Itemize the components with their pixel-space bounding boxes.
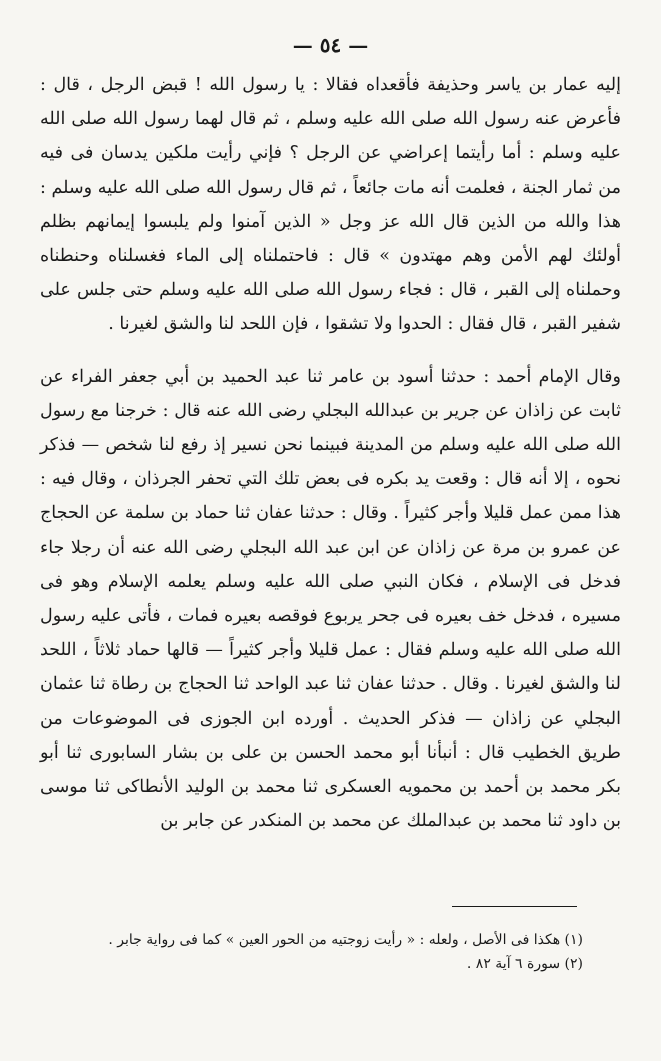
footnote-2: (٢) سورة ٦ آية ٨٢ .	[466, 956, 583, 972]
footnotes	[40, 928, 583, 976]
page-number: — ٥٤ —	[292, 33, 369, 57]
footnote-divider	[452, 906, 577, 907]
paragraph-1: إليه عمار بن ياسر وحذيفة فأقعداه فقالا : يا رسول الله ! قبض الرجل ، قال : فأعرض عنه رسول الله صلى الله عليه وسلم ، ثم قال لهما رسول الله صلى الله عليه وسلم : أما رأيتما إعراضي عن الرجل ؟ فإني رأيت ملكين يدسان فى فيه من ثمار الجنة ، فعلمت أنه مات جائعاً ، ثم قال رسول الله صلى الله عليه وسلم : هذا والله من الذين قال الله عز وجل « الذين آمنوا ولم يلبسوا إيمانهم بظلم أولئك لهم الأمن وهم مهتدون » قال : فاحتملناه إلى الماء فغسلناه وحنطناه وحملناه إلى القبر ، قال : فجاء رسول الله صلى الله عليه وسلم حتى جلس على شفير القبر ، قال فقال : الحدوا ولا تشقوا ، فإن اللحد لنا والشق لغيرنا .	[40, 75, 621, 335]
main-text	[40, 68, 621, 838]
paragraph-2: وقال الإمام أحمد : حدثنا أسود بن عامر ثنا عبد الحميد بن أبي جعفر الفراء عن ثابت عن زاذان عن جرير بن عبدالله البجلي رضى الله عنه قال : خرجنا مع رسول الله صلى الله عليه وسلم من المدينة فبينما نحن نسير إذ رفع لنا شخص — فذكر نحوه ، إلا أنه قال : وقعت يد بكره فى بعض تلك التي تحفر الجرذان ، وقال فيه : هذا ممن عمل قليلا وأجر كثيراً . وقال : حدثنا عفان ثنا حماد بن سلمة عن الحجاج عن عمرو بن مرة عن زاذان عن ابن عبد الله البجلي رضى الله عنه أن رجلا جاء فدخل فى الإسلام ، فكان النبي صلى الله عليه وسلم يعلمه الإسلام وهو فى مسيره ، فدخل خف بعيره فى جحر يربوع فوقصه بعيره فمات ، فأتى عليه رسول الله صلى الله عليه وسلم فقال : عمل قليلا وأجر كثيراً — قالها حماد ثلاثاً ، اللحد لنا والشق لغيرنا . وقال . حدثنا عفان ثنا عبد الواحد ثنا الحجاج بن رطاة ثنا عثمان البجلي عن زاذان — فذكر الحديث . أورده ابن الجوزى فى الموضوعات من طريق الخطيب قال : أنبأنا أبو محمد الحسن بن على بن بشار السابورى ثنا أبو بكر محمد بن أحمد بن محمويه العسكرى ثنا محمد بن الوليد الأنطاكى ثنا موسى بن داود ثنا محمد بن عبدالملك عن محمد بن المنكدر عن جابر بن	[40, 366, 621, 832]
footnote-1: (١) هكذا فى الأصل ، ولعله : « رأيت زوجتيه من الحور العين » كما فى رواية جابر .	[108, 932, 583, 948]
